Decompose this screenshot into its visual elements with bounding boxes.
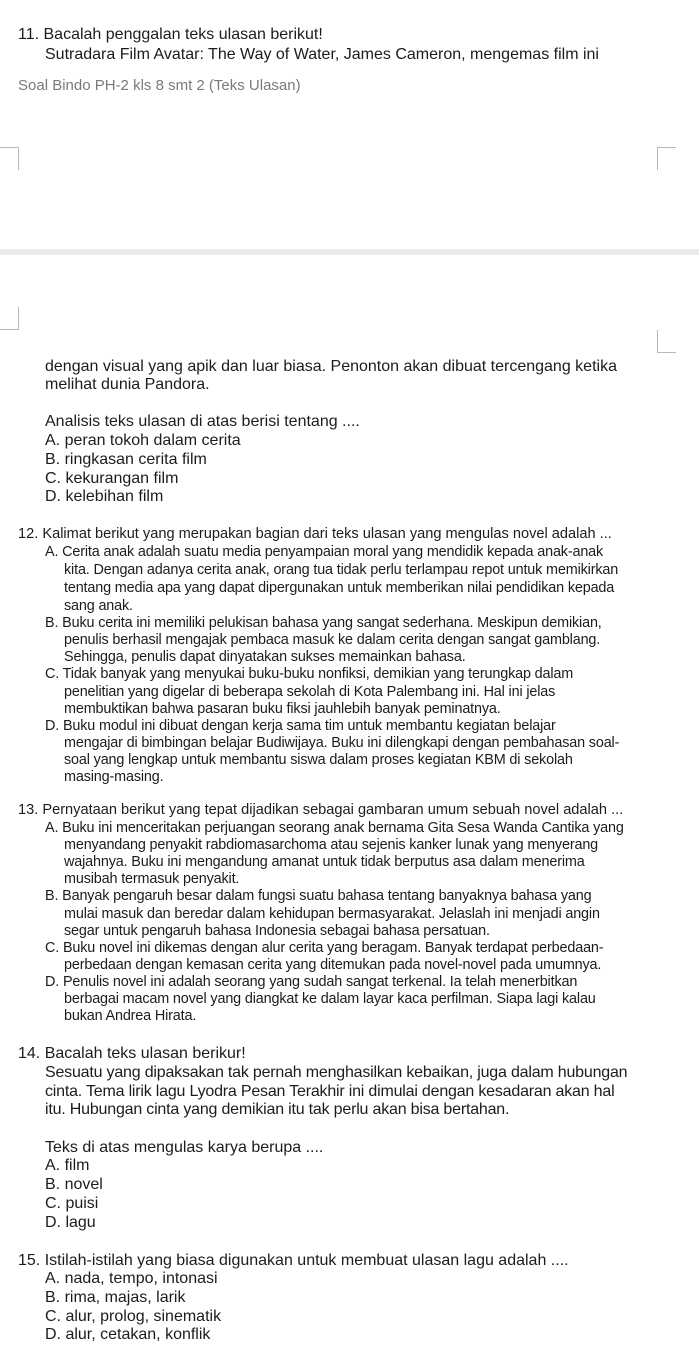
- question-12-option-a-line: tentang media apa yang dapat dipergunakan untuk memberikan nilai pendidikan kepada: [64, 580, 615, 596]
- question-12-option-d-line: masing-masing.: [64, 769, 164, 785]
- question-12-option-b-line: Sehingga, penulis dapat dinyatakan sukses memainkan bahasa.: [64, 649, 466, 665]
- question-15-option-b[interactable]: B. rima, majas, larik: [45, 1289, 186, 1306]
- question-13-option-c-line: perbedaan dengan kemasan cerita yang ditemukan pada novel-novel pada umumnya.: [64, 957, 602, 973]
- question-14-option-c[interactable]: C. puisi: [45, 1195, 99, 1212]
- crop-corner-bottom-left[interactable]: [0, 307, 19, 330]
- section-divider: [0, 249, 699, 255]
- question-14-text-line: itu. Hubungan cinta yang demikian itu tak perlu akan bisa bertahan.: [45, 1101, 510, 1118]
- question-13-option-a[interactable]: A. Buku ini menceritakan perjuangan seorang anak bernama Gita Sesa Wanda Cantika yang: [45, 820, 624, 836]
- question-14-text-line: Sesuatu yang dipaksakan tak pernah menghasilkan kebaikan, juga dalam hubungan: [45, 1064, 628, 1081]
- question-11-text-line: melihat dunia Pandora.: [45, 376, 210, 393]
- question-11-heading: 11. Bacalah penggalan teks ulasan berikut!: [18, 26, 323, 43]
- question-12-option-d[interactable]: D. Buku modul ini dibuat dengan kerja sama tim untuk membantu kegiatan belajar: [45, 718, 556, 734]
- crop-corner-top-right[interactable]: [657, 147, 676, 170]
- overlay-header-text: Soal Bindo PH-2 kls 8 smt 2 (Teks Ulasan): [18, 77, 301, 94]
- question-14-prompt: Teks di atas mengulas karya berupa ....: [45, 1139, 324, 1156]
- question-15-option-c[interactable]: C. alur, prolog, sinematik: [45, 1308, 222, 1325]
- question-15-option-a[interactable]: A. nada, tempo, intonasi: [45, 1270, 218, 1287]
- crop-corner-bottom-right[interactable]: [657, 330, 676, 353]
- question-13-option-d[interactable]: D. Penulis novel ini adalah seorang yang sudah sangat terkenal. Ia telah menerbitkan: [45, 974, 578, 990]
- question-13-option-a-line: wajahnya. Buku ini mengandung amanat untuk tidak berputus asa dalam menerima: [64, 854, 585, 870]
- crop-corner-top-left[interactable]: [0, 147, 19, 170]
- question-11-option-c[interactable]: C. kekurangan film: [45, 470, 179, 487]
- question-15-heading: 15. Istilah-istilah yang biasa digunakan untuk membuat ulasan lagu adalah ....: [18, 1252, 569, 1269]
- question-12-option-a[interactable]: A. Cerita anak adalah suatu media penyampaian moral yang mendidik kepada anak-anak: [45, 544, 604, 560]
- question-11-text-line: dengan visual yang apik dan luar biasa. Penonton akan dibuat tercengang ketika: [45, 358, 617, 375]
- question-11-option-a[interactable]: A. peran tokoh dalam cerita: [45, 432, 241, 449]
- question-12-option-d-line: soal yang lengkap untuk membantu siswa dalam proses kegiatan KBM di sekolah: [64, 752, 573, 768]
- question-13-option-a-line: musibah termasuk penyakit.: [64, 871, 240, 887]
- question-13-heading: 13. Pernyataan berikut yang tepat dijadikan sebagai gambaran umum sebuah novel adalah ...: [18, 802, 624, 818]
- question-11-text-line: Sutradara Film Avatar: The Way of Water, James Cameron, mengemas film ini: [45, 46, 599, 63]
- question-12-option-b[interactable]: B. Buku cerita ini memiliki pelukisan bahasa yang sangat sederhana. Meskipun demikian,: [45, 615, 602, 631]
- question-14-heading: 14. Bacalah teks ulasan berikur!: [18, 1045, 246, 1062]
- question-13-option-b[interactable]: B. Banyak pengaruh besar dalam fungsi suatu bahasa tentang banyaknya bahasa yang: [45, 888, 592, 904]
- question-13-option-d-line: berbagai macam novel yang diangkat ke dalam layar kaca perfilman. Siapa lagi kalau: [64, 991, 596, 1007]
- question-12-option-d-line: mengajar di bimbingan belajar Budiwijaya. Buku ini dilengkapi dengan pembahasan soal-: [64, 735, 620, 751]
- question-13-option-c[interactable]: C. Buku novel ini dikemas dengan alur cerita yang beragam. Banyak terdapat perbedaan-: [45, 940, 604, 956]
- question-14-option-b[interactable]: B. novel: [45, 1176, 103, 1193]
- question-12-option-b-line: penulis berhasil mengajak pembaca masuk ke dalam cerita dengan sangat gamblang.: [64, 632, 601, 648]
- question-14-option-a[interactable]: A. film: [45, 1157, 90, 1174]
- question-13-option-d-line: bukan Andrea Hirata.: [64, 1008, 197, 1024]
- question-14-option-d[interactable]: D. lagu: [45, 1214, 96, 1231]
- question-12-option-c-line: penelitian yang digelar di beberapa sekolah di Kota Palembang ini. Hal ini jelas: [64, 684, 556, 700]
- question-12-option-c[interactable]: C. Tidak banyak yang menyukai buku-buku nonfiksi, demikian yang terungkap dalam: [45, 666, 574, 682]
- question-14-text-line: cinta. Tema lirik lagu Lyodra Pesan Terakhir ini dimulai dengan kesadaran akan hal: [45, 1083, 615, 1100]
- question-15-option-d[interactable]: D. alur, cetakan, konflik: [45, 1326, 211, 1343]
- question-12-option-a-line: kita. Dengan adanya cerita anak, orang tua tidak perlu terlampau repot untuk memikirkan: [64, 562, 619, 578]
- question-13-option-b-line: segar untuk pengaruh bahasa Indonesia sebagai bahasa persatuan.: [64, 923, 490, 939]
- question-12-option-a-line: sang anak.: [64, 598, 133, 614]
- question-12-heading: 12. Kalimat berikut yang merupakan bagian dari teks ulasan yang mengulas novel adalah ...: [18, 526, 612, 542]
- question-13-option-a-line: menyandang penyakit rabdiomasarchoma atau sejenis kanker lunak yang menyerang: [64, 837, 599, 853]
- question-11-prompt: Analisis teks ulasan di atas berisi tentang ....: [45, 413, 360, 430]
- question-12-option-c-line: membuktikan bahwa pasaran buku fiksi jauhlebih banyak peminatnya.: [64, 701, 501, 717]
- question-11-option-b[interactable]: B. ringkasan cerita film: [45, 451, 207, 468]
- question-11-option-d[interactable]: D. kelebihan film: [45, 488, 164, 505]
- question-13-option-b-line: mulai masuk dan beredar dalam kehidupan bermasyarakat. Jelaslah ini menjadi angin: [64, 906, 600, 922]
